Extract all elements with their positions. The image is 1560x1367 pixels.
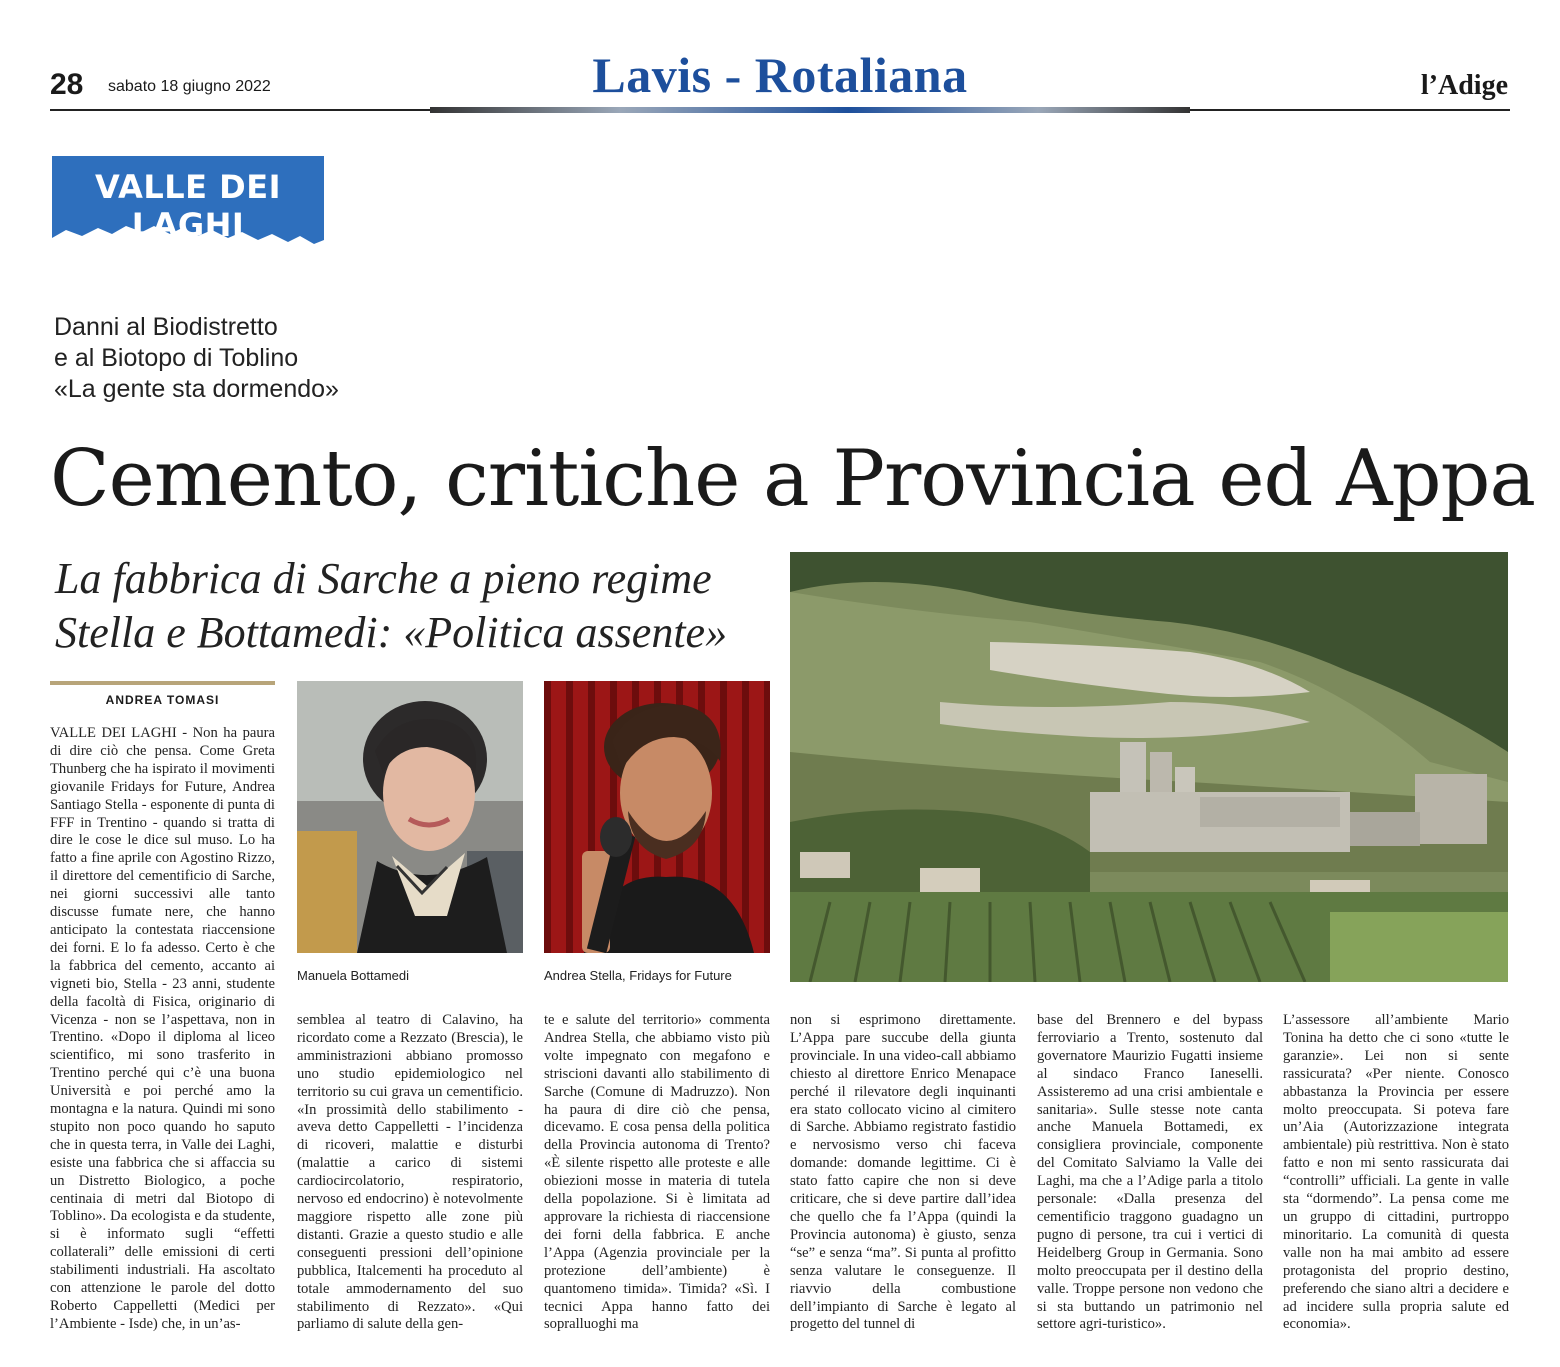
pretitle	[54, 312, 339, 405]
caption-stella: Andrea Stella, Fridays for Future	[544, 968, 732, 983]
portrait-woman-image	[297, 681, 523, 953]
headline: Cemento, critiche a Provincia ed Appa	[50, 434, 1535, 524]
page-date: sabato 18 giugno 2022	[108, 78, 271, 95]
article-column-4: non si esprimono direttamente. L’Appa pare succube della giunta provinciale. In una video-call abbiamo chiesto al direttore Enrico Menapace perché il rilevatore degli inquinanti era stato collocato vicino al cimitero di Sarche. Abbiamo registrato fastidio e nervosismo verso chi faceva domande: domande legittime. Ci è stato fatto capire che non si deve criticare, che si deve partire dall’idea che quello che fa l’Appa (quindi la Provincia autonoma) è giusto, senza “se” e senza “ma”. Si punta al profitto senza valutare le conseguenze. Il riavvio della combustione dell’impianto di Sarche è legato al progetto del tunnel di	[790, 1012, 1016, 1333]
article-column-3: te e salute del territorio» commenta Andrea Stella, che abbiamo visto più volte impegnato con megafono e striscioni davanti allo stabilimento di Sarche (Comune di Madruzzo). Non ha paura di dire ciò che pensa, dicevamo. E cosa pensa della politica della Provincia autonoma di Trento? «È silente rispetto alle proteste e alle obiezioni mosse in materia di tutela della popolazione. Si è limitata ad approvare la richiesta di riaccensione dei forni della fabbrica. E anche l’Appa (Agenzia provinciale per la protezione dell’ambiente) è quantomeno timida». Timida? «Sì. I tecnici Appa hanno fatto dei sopralluoghi ma	[544, 1012, 770, 1333]
photo-bottamedi	[297, 681, 523, 953]
pretitle-line: Danni al Biodistretto	[54, 313, 278, 341]
newspaper-logo: l’Adige	[1420, 70, 1508, 101]
kicker-label: VALLE DEI LAGHI	[95, 168, 281, 244]
portrait-man-microphone-image	[544, 681, 770, 953]
article-column-5: base del Brennero e del bypass ferroviario a Trento, sostenuto dal governatore Maurizio Fugatti insieme al sindaco Franco Ianeselli. Assisteremo ad una crisi ambientale e sanitaria». Sulle stesse note canta anche Manuela Bottamedi, ex consigliera provinciale, componente del Comitato Salviamo la Valle dei Laghi, ma che a l’Adige parla a titolo personale: «Dalla presenza del cementificio traggono guadagno un pugno di persone, tra cui i vertici di Heidelberg Group in Germania. Sono molto preoccupata per il destino della valle. Troppe persone non vedono che si sta buttando un patrimonio nel settore agri-turistico».	[1037, 1012, 1263, 1333]
article-column-1: VALLE DEI LAGHI - Non ha paura di dire ciò che pensa. Come Greta Thunberg che ha ispirato il movimenti giovanile Fridays for Future, Andrea Santiago Stella - esponente di punta di FFF in Trentino - quando si tratta di dire le cose le dice sul muso. Lo ha fatto a fine aprile con Agostino Rizzo, il direttore del cementificio di Sarche, nei giorni successivi alle tanto discusse fumate nere, che hanno anticipato la contestata riaccensione dei forni. E lo fa adesso. Certo è che la fabbrica del cemento, accanto ai vigneti bio, Stella - 23 anni, studente della facoltà di Fisica, originario di Vicenza - non se l’aspettava, non in Trentino. «Dopo il diploma al liceo scientifico, mi sono trasferito in Trentino perché qui c’è una buona Università e poi perché amo la montagna e la natura. Quindi mi sono stupito non poco quando ho saputo che in questa terra, in Valle dei Laghi, esiste una fabbrica che si affaccia su un Distretto Biologico, a poche centinaia di metri dal Biotopo di Toblino». Da ecologista e da studente, si è informato sugli “effetti collaterali” delle emissioni di certi stabilimenti industriali. Ha ascoltato con attenzione le parole del dotto Roberto Cappelletti (Medici per l’Ambiente - Isde) che, in un’as-	[50, 725, 275, 1332]
photo-stella	[544, 681, 770, 953]
caption-bottamedi: Manuela Bottamedi	[297, 968, 410, 983]
byline: ANDREA TOMASI	[105, 693, 220, 707]
subheadline	[55, 552, 727, 660]
article-column-6: L’assessore all’ambiente Mario Tonina ha detto che ci sono «tutte le garanzie». Lei non si sente rassicurata? «Per niente. Conosco abbastanza la Provincia per essere molto preoccupata. Si poteva fare un’Aia (Autorizzazione integrata ambientale) più restrittiva. Non è stato fatto e non mi sento rassicurata dai “controlli” ufficiali. La gente in valle sta “dormendo”. La pensa come me un gruppo di cittadini, purtroppo minoritario. La comunità di questa valle non ha mai ambito ad essere protagonista del proprio destino, preferendo che siano altri a decidere e ad incidere sulla propria salute ed economia».	[1283, 1012, 1509, 1333]
cement-factory-landscape-image	[790, 552, 1508, 982]
photo-cement-factory	[790, 552, 1508, 982]
subheadline-line: Stella e Bottamedi: «Politica assente»	[55, 608, 728, 657]
subheadline-line: La fabbrica di Sarche a pieno regime	[55, 554, 712, 603]
header-rule	[50, 107, 1510, 113]
pretitle-line: «La gente sta dormendo»	[54, 375, 339, 403]
pretitle-line: e al Biotopo di Toblino	[54, 344, 299, 372]
article-column-2: semblea al teatro di Calavino, ha ricordato come a Rezzato (Brescia), le amministrazioni abbiano promosso uno studio epidemiologico nel territorio su cui grava un cementificio. «In prossimità dello stabilimento - aveva detto Cappelletti - l’incidenza di ricoveri, malattie e disturbi (malattie a carico di sistemi cardiocircolatorio, respiratorio, nervoso ed endocrino) è notevolmente maggiore rispetto alle zone più distanti. Grazie a questo studio e alle conseguenti pressioni dell’opinione pubblica, Italcementi ha proceduto al totale ammodernamento del suo stabilimento di Rezzato». «Qui parliamo di salute della gen-	[297, 1012, 523, 1333]
page-number: 28	[50, 68, 84, 101]
section-title: Lavis - Rotaliana	[592, 47, 968, 103]
byline-rule	[50, 681, 275, 685]
